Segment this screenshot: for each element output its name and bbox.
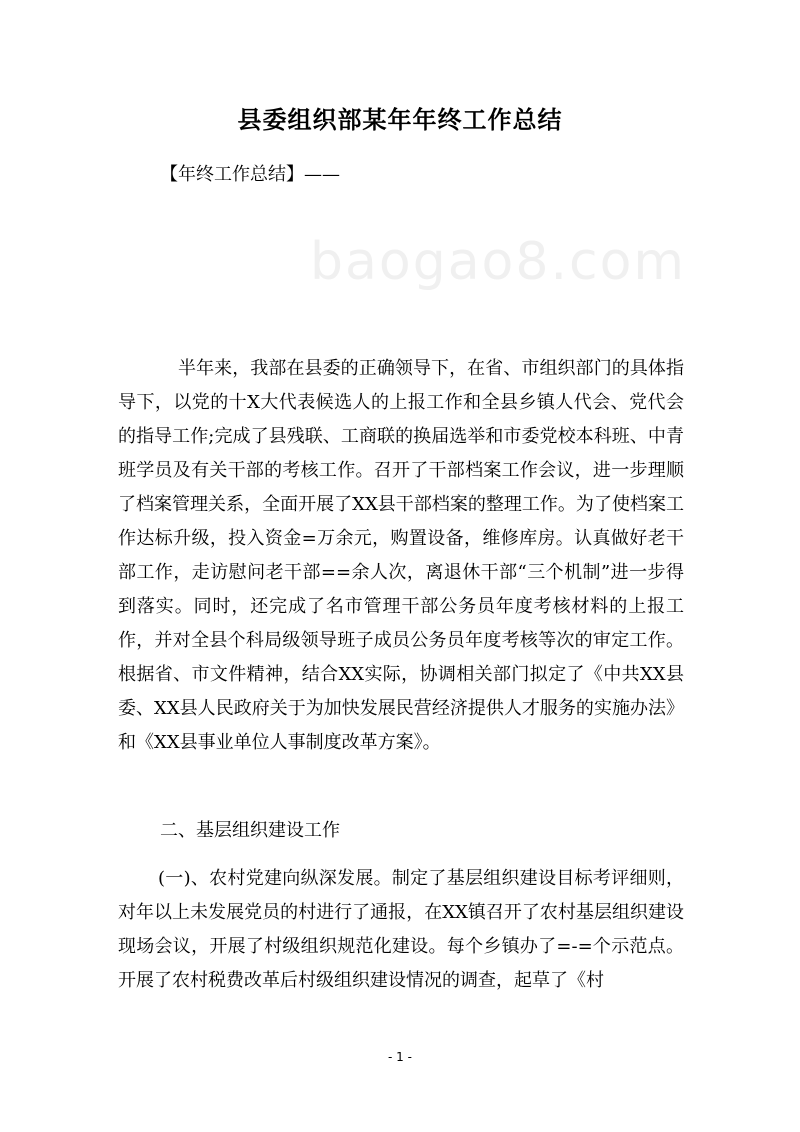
watermark: baogao8.com	[310, 232, 687, 292]
paragraph-2: (一)、农村党建向纵深发展。制定了基层组织建设目标考评细则，对年以上未发展党员的村进行了通报，在XX镇召开了农村基层组织建设现场会议，开展了村级组织规范化建设。每个乡镇办了=-=个示范点。开展了农村税费改革后村级组织建设情况的调查，起草了《村	[118, 868, 684, 991]
paragraph-1: 半年来，我部在县委的正确领导下，在省、市组织部门的具体指导下，以党的十X大代表候选人的上报工作和全县乡镇人代会、党代会的指导工作;完成了县残联、工商联的换届选举和市委党校本科班、中青班学员及有关干部的考核工作。召开了干部档案工作会议，进一步理顺了档案管理关系，全面开展了XX县干部档案的整理工作。为了使档案工作达标升级，投入资金=万余元，购置设备，维修库房。认真做好老干部工作，走访慰问老干部==余人次，离退休干部“三个机制”进一步得到落实。同时，还完成了名市管理干部公务员年度考核材料的上报工作，并对全县个科局级领导班子成员公务员年度考核等次的审定工作。根据省、市文件精神，结合XX实际，协调相关部门拟定了《中共XX县委、XX县人民政府关于为加快发展民营经济提供人才服务的实施办法》和《XX县事业单位人事制度改革方案》。	[118, 358, 684, 753]
document-title: 县委组织部某年年终工作总结	[237, 105, 563, 134]
page-number: - 1 -	[388, 1050, 412, 1064]
document-subtitle: 【年终工作总结】——	[160, 164, 340, 185]
section-heading: 二、基层组织建设工作	[160, 820, 340, 841]
